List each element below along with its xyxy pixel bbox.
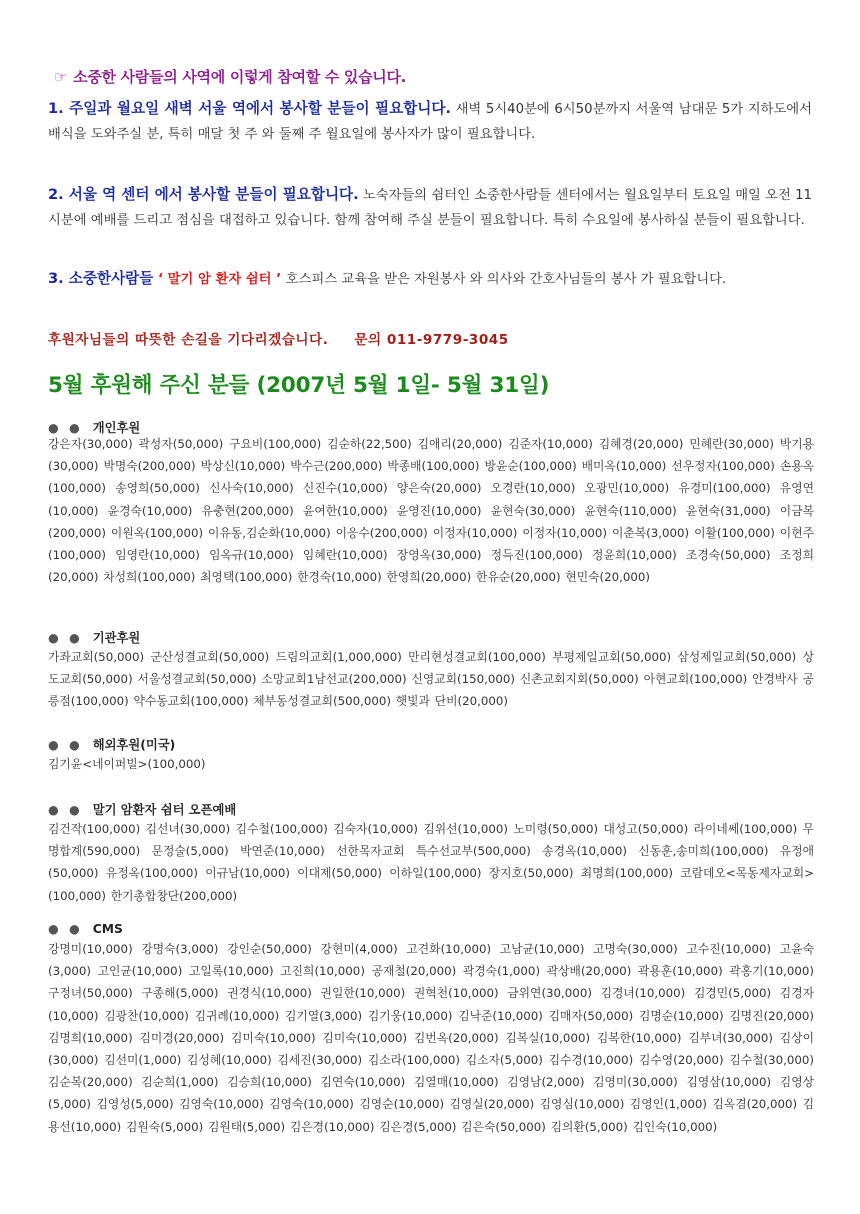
section-title-institution-text: 기관후원 bbox=[92, 631, 141, 645]
section-title-personal-text: 개인후원 bbox=[92, 421, 141, 435]
section-title-overseas bbox=[48, 735, 175, 753]
donor-list-personal: 강은자(30,000) 곽성자(50,000) 구요비(100,000) 김순하(22,500) 김애리(20,000) 김준자(10,000) 김혜경(20,000) 민혜란(30,000) 박기용(30,000) 박명숙(200,000) 박상신(10,000) 박수근(200,000) 박종배(100,000) 방윤순(100,000) 배미옥(10,000) 선우정자(100,000) 손용옥(100,000) 송영희(50,000) 신사숙(10,000) 신진수(10,000) 양은숙(20,000) 오경란(10,000) 오광민(10,000) 유경미(100,000) 유영연(10,000) 윤경숙(10,000) 유충현(200,000) 윤여한(10,000) 윤영진(10,000) 윤현숙(30,000) 윤현숙(110,000) 윤현숙(31,000) 이금복(200,000) 이원옥(100,000) 이유동,김순화(10,000) 이응수(200,000) 이정자(10,000) 이정자(10,000) 이춘복(3,000) 이활(100,000) 이현주(100,000) 임영란(10,000) 임옥규(10,000) 임혜란(10,000) 장영옥(30,000) 정득진(100,000) 정윤희(10,000) 조경숙(50,000) 조정희(20,000) 차성희(100,000) 최영택(100,000) 한경숙(10,000) 한영희(20,000) 한유순(20,000) 현민숙(20,000) bbox=[48, 437, 814, 585]
bullet-icon: ● ● bbox=[48, 631, 83, 645]
volunteer-item-2-lead: 2. 서울 역 센터 에서 봉사할 분들이 필요합니다. bbox=[48, 186, 359, 203]
thanks-text: 후원자님들의 따뜻한 손길을 기다리겠습니다. bbox=[48, 332, 329, 348]
page-heading-text: 소중한 사람들의 사역에 이렇게 참여할 수 있습니다. bbox=[73, 68, 407, 86]
volunteer-item-3-body: 호스피스 교육을 받은 자원봉사 와 의사와 간호사님들의 봉사 가 필요합니다. bbox=[285, 272, 727, 287]
section-title-overseas-text: 해외후원(미국) bbox=[92, 738, 176, 752]
volunteer-item-3 bbox=[48, 266, 812, 292]
donor-list-institution: 가좌교회(50,000) 군산성결교회(50,000) 드림의교회(1,000,000) 만리현성결교회(100,000) 부평제일교회(50,000) 삼성제일교회(50,000) 상도교회(50,000) 서울성결교회(50,000) 소망교회1남선교(200,000) 신영교회(150,000) 신촌교회지회(50,000) 아현교회(100,000) 안경박사 공릉점(100,000) 약수동교회(100,000) 체부동성결교회(500,000) 햇빛과 단비(20,000) bbox=[48, 650, 814, 709]
bullet-icon: ● ● bbox=[48, 738, 83, 752]
volunteer-item-1 bbox=[48, 96, 812, 147]
thanks-line bbox=[48, 328, 509, 348]
bullet-icon: ● ● bbox=[48, 803, 83, 817]
section-title-hospice-text: 말기 암환자 쉼터 오픈예배 bbox=[92, 803, 237, 817]
pointing-hand-icon: ☞ bbox=[54, 68, 68, 86]
section-title-institution bbox=[48, 628, 140, 646]
bullet-icon: ● ● bbox=[48, 922, 83, 936]
section-title-cms bbox=[48, 922, 123, 936]
donor-list-hospice: 김건작(100,000) 김선녀(30,000) 김수철(100,000) 김숙자(10,000) 김위선(10,000) 노미령(50,000) 대성고(50,000) 라이네쎄(100,000) 무명합계(590,000) 문정술(5,000) 박연준(10,000) 선한목자교회 특수선교부(500,000) 송경옥(10,000) 신동훈,송미희(100,000) 유정애(50,000) 유정옥(100,000) 이규남(10,000) 이대제(50,000) 이하일(100,000) 장지호(50,000) 최명희(100,000) 코람데오<목동제자교회>(100,000) 한기총합창단(200,000) bbox=[48, 822, 814, 903]
donor-list-cms: 강명미(10,000) 강명숙(3,000) 강인순(50,000) 강현미(4,000) 고견화(10,000) 고남균(10,000) 고명숙(30,000) 고수진(10,000) 고윤숙(3,000) 고인균(10,000) 고일록(10,000) 고진희(10,000) 공재철(20,000) 곽경숙(1,000) 곽상배(20,000) 곽용훈(10,000) 곽홍기(10,000) 구정녀(50,000) 구종해(5,000) 권경식(10,000) 권일한(10,000) 권혁천(10,000) 금위연(30,000) 김경녀(10,000) 김경민(5,000) 김경자(10,000) 김광찬(10,000) 김귀례(10,000) 김기열(3,000) 김기웅(10,000) 김낙준(10,000) 김매자(50,000) 김명순(10,000) 김명진(20,000) 김명희(10,000) 김미경(20,000) 김미숙(10,000) 김미숙(10,000) 김번옥(20,000) 김복실(10,000) 김복한(10,000) 김부녀(30,000) 김상이(30,000) 김선미(1,000) 김성혜(10,000) 김세진(30,000) 김소라(100,000) 김소자(5,000) 김수경(10,000) 김수영(20,000) 김수철(30,000) 김순복(20,000) 김순희(1,000) 김승희(10,000) 김연숙(10,000) 김열매(10,000) 김영남(2,000) 김영미(30,000) 김영삼(10,000) 김영상(5,000) 김영성(5,000) 김영숙(10,000) 김영숙(10,000) 김영순(10,000) 김영실(20,000) 김영심(10,000) 김영인(1,000) 김옥겸(20,000) 김용선(10,000) 김원숙(5,000) 김원태(5,000) 김은경(10,000) 김은경(5,000) 김은숙(50,000) 김의환(5,000) 김인숙(10,000) bbox=[48, 942, 814, 1134]
section-title-cms-text: CMS bbox=[92, 922, 123, 936]
donors-title: 5월 후원해 주신 분들 (2007년 5월 1일- 5월 31일) bbox=[48, 373, 550, 398]
page-heading bbox=[54, 66, 406, 87]
volunteer-item-1-lead: 1. 주일과 월요일 새벽 서울 역에서 봉사할 분들이 필요합니다. bbox=[48, 100, 452, 117]
bullet-icon: ● ● bbox=[48, 421, 83, 435]
volunteer-item-3-highlight: ‘ 말기 암 환자 쉼터 ’ bbox=[153, 272, 286, 287]
volunteer-item-2-body: 노숙자들의 쉼터인 소중한사람들 센터에서는 월요일부터 토요일 매일 오전 11시분에 예배를 드리고 점심을 대접하고 있습니다. 함께 참여해 주실 분들이 필요합니다. 특히 수요일에 봉사하실 분들이 필요합니다. bbox=[48, 188, 812, 228]
volunteer-item-2 bbox=[48, 182, 812, 233]
donor-list-overseas: 김기윤<네이퍼빌>(100,000) bbox=[48, 757, 206, 771]
section-title-hospice bbox=[48, 800, 236, 818]
volunteer-item-3-lead: 3. 소중한사람들 bbox=[48, 270, 154, 287]
volunteer-item-1-body: 새벽 5시40분에 6시50분까지 서울역 남대문 5가 지하도에서 배식을 도와주실 분, 특히 매달 첫 주 와 둘째 주 월요일에 봉사자가 많이 필요합니다. bbox=[48, 102, 812, 142]
contact-text: 문의 011-9779-3045 bbox=[354, 332, 509, 348]
